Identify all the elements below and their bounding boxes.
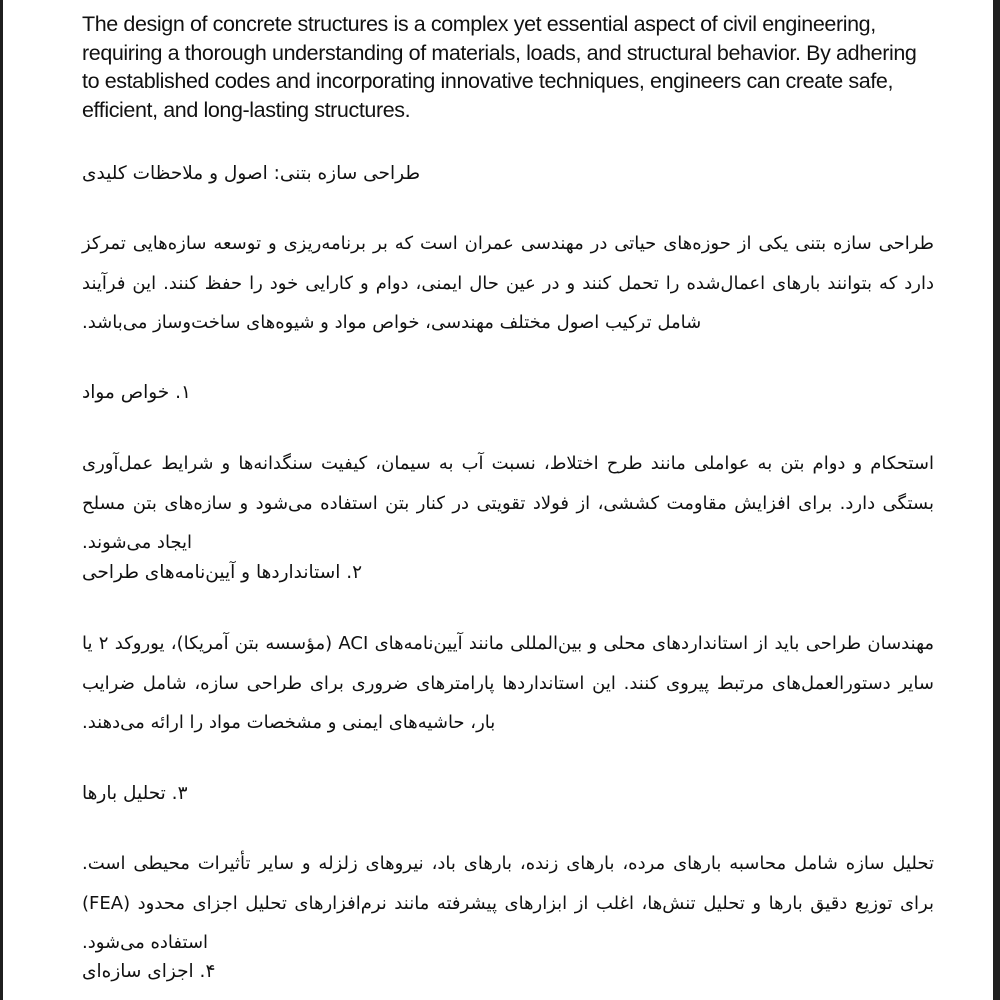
persian-intro-paragraph: طراحی سازه بتنی یکی از حوزه‌های حیاتی در مهندسی عمران است که بر برنامه‌ریزی و توسعه سازه‌هایی تمرکز دارد که بتوانند بارهای اعمال‌شده را تحمل کنند و در عین حال ایمنی، دوام و کارایی خود را حفظ کنند. این فرآیند شامل ترکیب اصول مختلف مهندسی، خواص مواد و شیوه‌های ساخت‌وساز می‌باشد. [82, 233, 934, 333]
document-page [82, 10, 935, 982]
section-body-loads: تحلیل سازه شامل محاسبه بارهای مرده، بارهای زنده، بارهای باد، نیروهای زلزله و سایر تأثیرات محیطی است. برای توزیع دقیق بارها و تحلیل تنش‌ها، اغلب از ابزارهای پیشرفته مانند نرم‌افزارهای تحلیل اجزای محدود (FEA) استفاده می‌شود. [82, 853, 934, 953]
section-heading-materials: ۱. خواص مواد [82, 382, 191, 403]
english-intro-paragraph: The design of concrete structures is a complex yet essential aspect of civil engineering, requiring a thorough understanding of materials, loads, and structural behavior. By adhering to established codes and incorporating innovative techniques, engineers can create safe, efficient, and long-lasting structures. [82, 12, 917, 122]
left-frame-border [0, 0, 3, 1000]
section-heading-loads: ۳. تحلیل بارها [82, 783, 188, 804]
section-heading-standards: ۲. استانداردها و آیین‌نامه‌های طراحی [82, 562, 363, 583]
persian-title: طراحی سازه بتنی: اصول و ملاحظات کلیدی [82, 163, 421, 184]
right-scrollbar-track[interactable] [993, 0, 1000, 1000]
section-body-standards: مهندسان طراحی باید از استانداردهای محلی و بین‌المللی مانند آیین‌نامه‌های ACI (مؤسسه بتن آمریکا)، یوروکد ۲ یا سایر دستورالعمل‌های مرتبط پیروی کنند. این استانداردها پارامترهای ضروری برای طراحی سازه، شامل ضرایب بار، حاشیه‌های ایمنی و مشخصات مواد را ارائه می‌دهند. [82, 633, 935, 733]
section-heading-structural-elements: ۴. اجزای سازه‌ای [82, 961, 216, 982]
section-body-materials: استحکام و دوام بتن به عواملی مانند طرح اختلاط، نسبت آب به سیمان، کیفیت سنگدانه‌ها و شرایط عمل‌آوری بستگی دارد. برای افزایش مقاومت کششی، از فولاد تقویتی در کنار بتن استفاده می‌شود و سازه‌های بتن مسلح ایجاد می‌شوند. [82, 453, 934, 553]
